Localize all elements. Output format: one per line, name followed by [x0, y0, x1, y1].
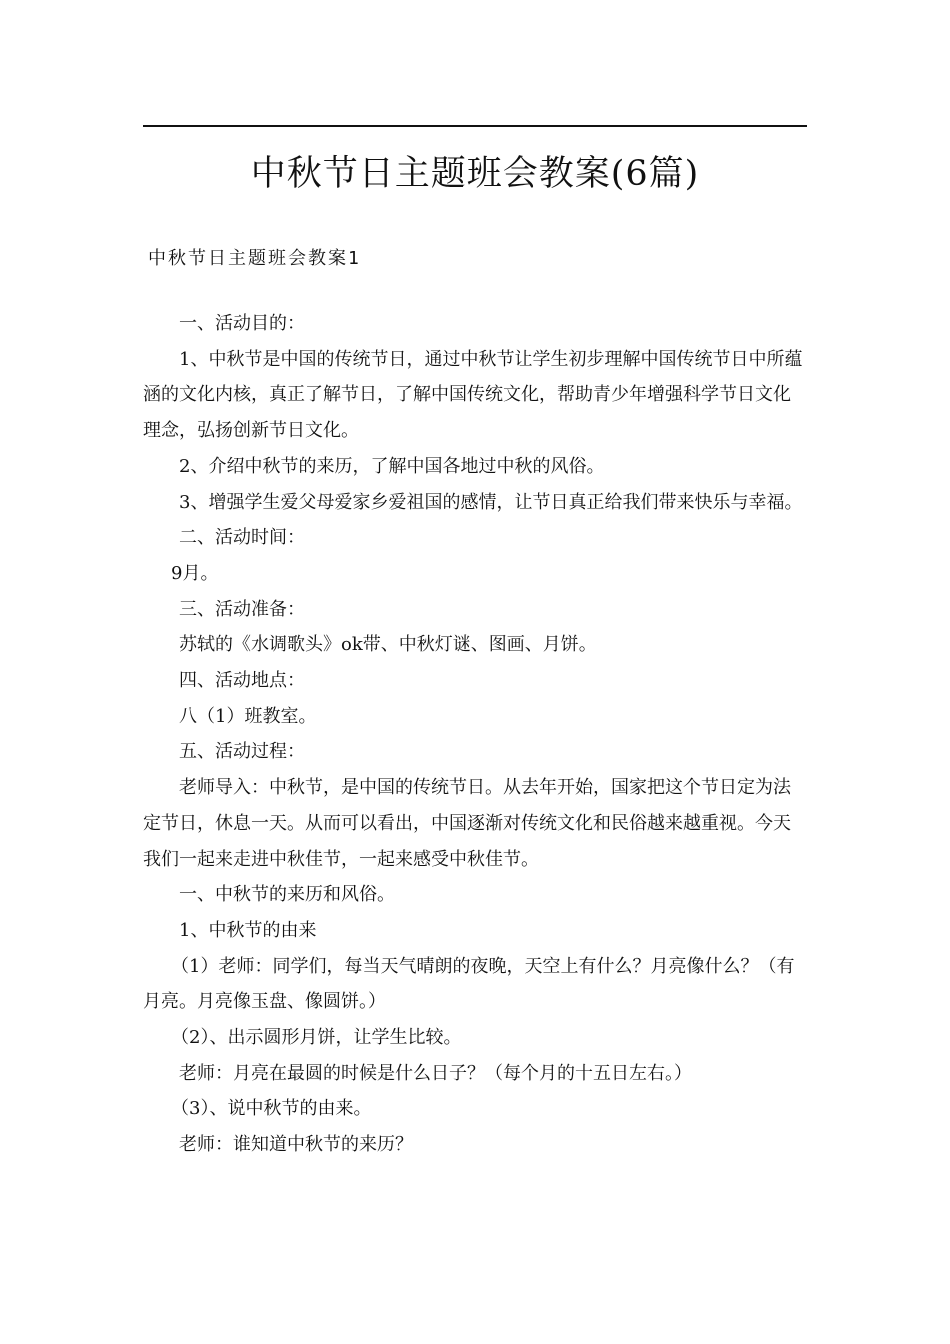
header-rule — [143, 125, 807, 127]
paragraph-origin-subheading: 1、中秋节的由来 — [179, 919, 317, 941]
paragraph-purpose-heading: 一、活动目的： — [179, 313, 305, 334]
paragraph-location-value: 八（1）班教室。 — [179, 705, 317, 727]
paragraph-purpose-2: 2、介绍中秋节的来历，了解中国各地过中秋的风俗。 — [179, 455, 605, 477]
paragraph-teacher-question-2: 老师：谁知道中秋节的来历？ — [179, 1134, 413, 1156]
paragraph-teacher-question-1: 老师：月亮在最圆的时候是什么日子？（每个月的十五日左右。） — [179, 1062, 692, 1084]
paragraph-origin-heading: 一、中秋节的来历和风俗。 — [179, 884, 395, 906]
paragraph-time-heading: 二、活动时间： — [179, 527, 305, 549]
paragraph-step-3: （3）、说中秋节的由来。 — [171, 1098, 372, 1120]
paragraph-time-value: 9月。 — [171, 562, 219, 584]
paragraph-purpose-1: 1、中秋节是中国的传统节日，通过中秋节让学生初步理解中国传统节日中所蕴涵的文化内核，真正了解节日，了解中国传统文化，帮助青少年增强科学节日文化理念，弘扬创新节日文化。 — [143, 348, 803, 442]
paragraph-teacher-intro: 老师导入：中秋节，是中国的传统节日。从去年开始，国家把这个节日定为法定节日，休息一天。从而可以看出，中国逐渐对传统文化和民俗越来越重视。今天我们一起来走进中秋佳节，一起来感受中秋佳节。 — [143, 777, 791, 870]
paragraph-location-heading: 四、活动地点： — [179, 670, 305, 692]
paragraph-prep-heading: 三、活动准备： — [179, 598, 305, 620]
document-body — [143, 306, 807, 1163]
paragraph-prep-value: 苏轼的《水调歌头》ok带、中秋灯谜、图画、月饼。 — [179, 634, 597, 656]
section-heading: 中秋节日主题班会教案1 — [148, 248, 361, 269]
paragraph-step-2: （2）、出示圆形月饼，让学生比较。 — [171, 1027, 462, 1049]
paragraph-process-heading: 五、活动过程： — [179, 741, 305, 763]
paragraph-purpose-3: 3、增强学生爱父母爱家乡爱祖国的感情，让节日真正给我们带来快乐与幸福。 — [179, 491, 803, 513]
paragraph-step-1: （1）老师：同学们，每当天气晴朗的夜晚，天空上有什么？月亮像什么？（有月亮。月亮像玉盘、像圆饼。） — [143, 955, 795, 1013]
document-title: 中秋节日主题班会教案(6篇) — [250, 154, 700, 194]
